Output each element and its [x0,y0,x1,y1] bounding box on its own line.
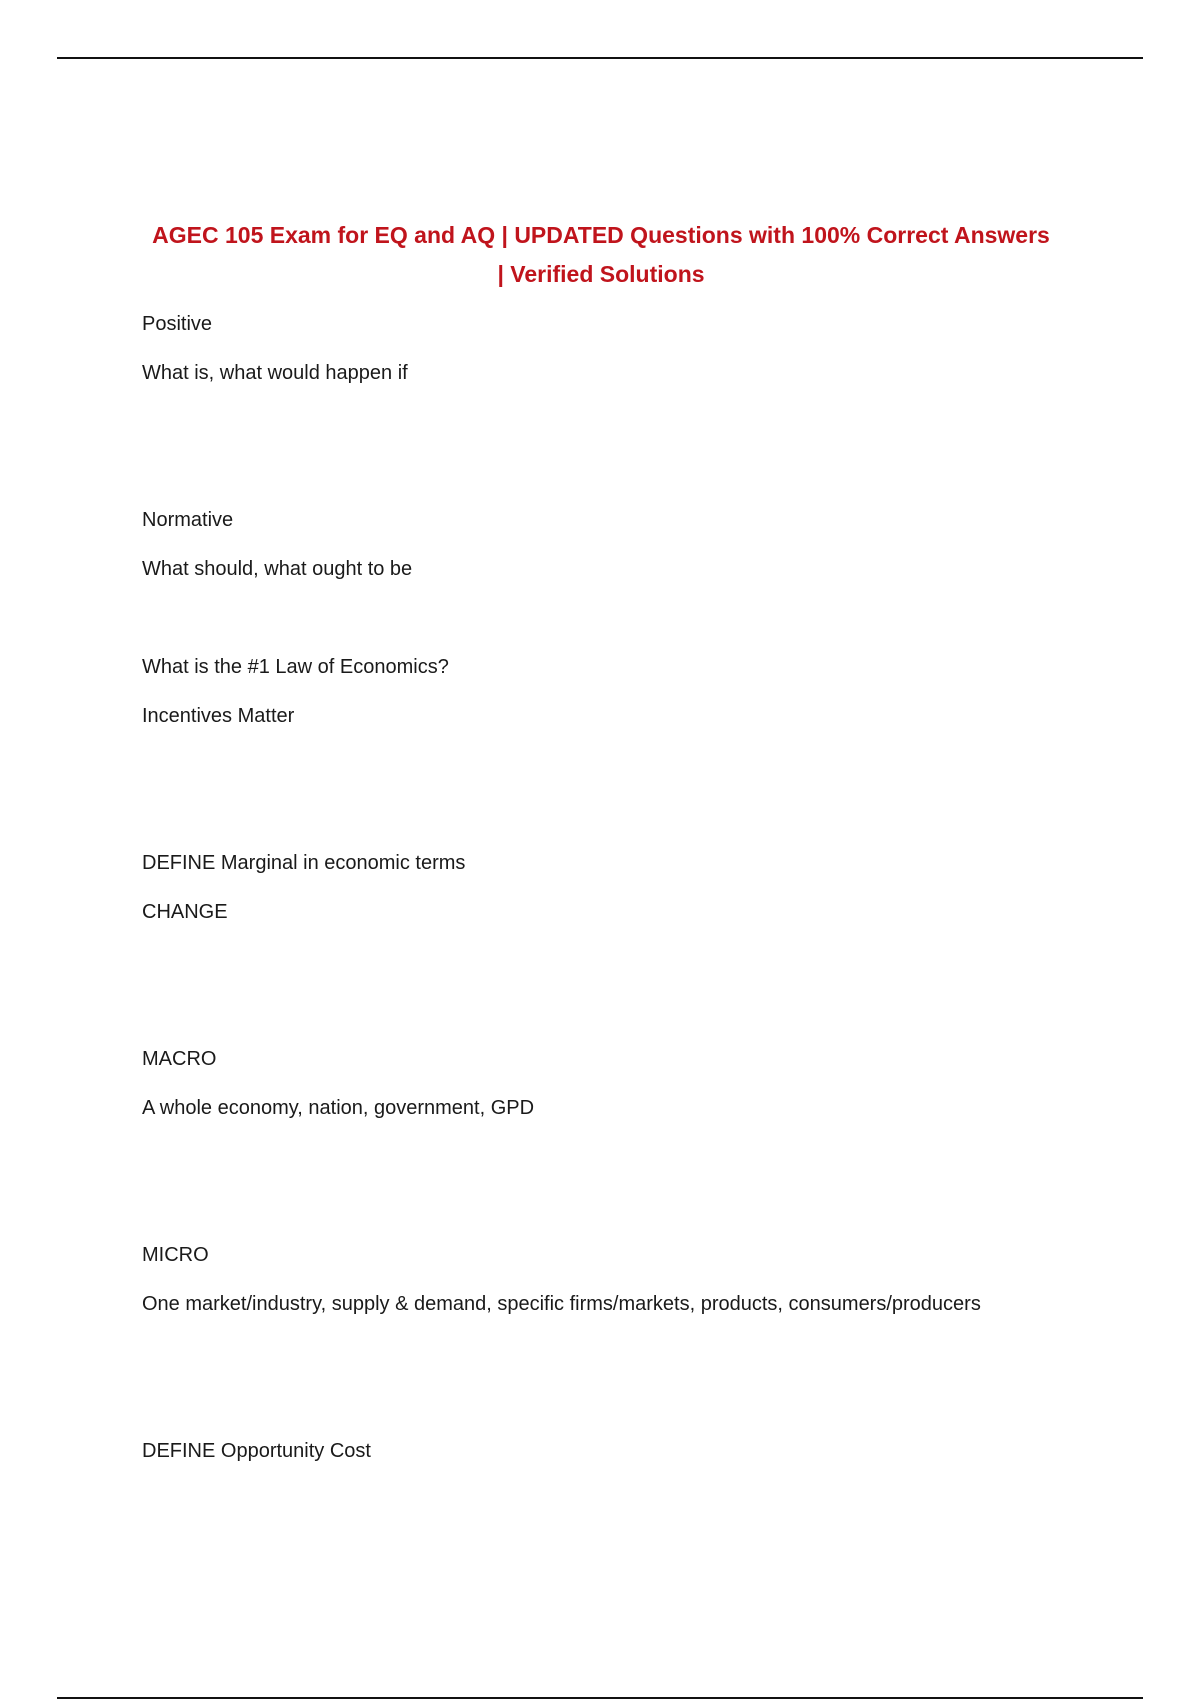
page-bottom-rule [57,1697,1143,1699]
entry-term: Normative [142,509,234,531]
entry-term: Positive [142,313,213,335]
document-title-line-1: AGEC 105 Exam for EQ and AQ | UPDATED Questions with 100% Correct Answers [152,222,1050,248]
document-title-line-2: | Verified Solutions [497,261,705,287]
document-title [142,216,1060,294]
entry-term: DEFINE Marginal in economic terms [142,852,466,874]
entry-term: MACRO [142,1048,217,1070]
entry-term: MICRO [142,1244,209,1266]
entry-definition: What is, what would happen if [142,362,408,384]
entry-definition: A whole economy, nation, government, GPD [142,1097,535,1119]
entry-term: DEFINE Opportunity Cost [142,1440,371,1462]
entry-definition: One market/industry, supply & demand, specific firms/markets, products, consumers/producers [142,1293,981,1315]
entry-definition: CHANGE [142,901,228,923]
entry-term: What is the #1 Law of Economics? [142,656,449,678]
entry-definition: Incentives Matter [142,705,295,727]
page-top-rule [57,57,1143,59]
entry-definition: What should, what ought to be [142,558,413,580]
